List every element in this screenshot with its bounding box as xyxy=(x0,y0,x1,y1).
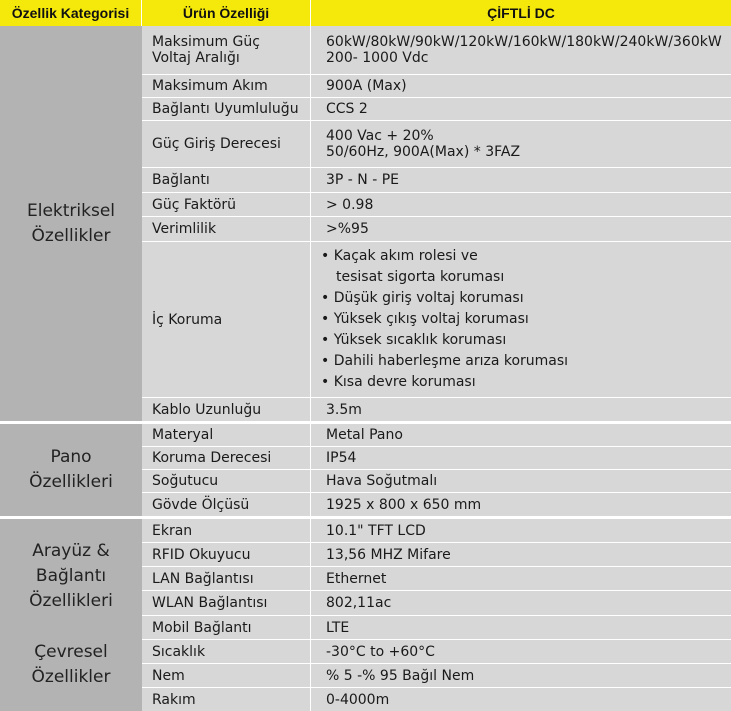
row-label-power-factor: Güç Faktörü xyxy=(142,193,311,216)
row-value-efficiency: >%95 xyxy=(326,221,369,237)
table-row xyxy=(142,591,731,615)
category-environment-line2: Özellikler xyxy=(31,667,111,687)
list-item: tesisat sigorta koruması xyxy=(336,269,505,285)
row-label-cell xyxy=(142,26,311,74)
row-value-voltage-range: 200- 1000 Vdc xyxy=(326,50,429,66)
table-row xyxy=(142,470,731,492)
row-value-connection: 3P - N - PE xyxy=(326,172,400,188)
row-value-cooling: Hava Soğutmalı xyxy=(326,473,438,489)
row-value-wlan: 802,11ac xyxy=(326,595,392,611)
row-label-screen: Ekran xyxy=(142,519,311,542)
category-panel-line2: Özellikleri xyxy=(29,472,113,492)
table-row xyxy=(142,493,731,516)
table-row xyxy=(142,98,731,120)
list-item: • Düşük giriş voltaj koruması xyxy=(321,290,524,306)
category-interface-environment xyxy=(0,519,142,711)
table-row xyxy=(142,121,731,167)
row-value-cell xyxy=(311,121,731,167)
row-label-voltage-range: Voltaj Aralığı xyxy=(152,50,240,66)
row-value-cell xyxy=(311,26,731,74)
row-value-max-current: 900A (Max) xyxy=(326,78,407,94)
table-row xyxy=(142,688,731,711)
table-row xyxy=(142,664,731,687)
category-panel-line1: Pano xyxy=(50,447,92,467)
row-label-max-power: Maksimum Güç xyxy=(152,34,260,50)
list-item: • Kısa devre koruması xyxy=(321,374,476,390)
row-label-wlan: WLAN Bağlantısı xyxy=(142,591,311,615)
row-label-altitude: Rakım xyxy=(142,688,311,711)
row-label-rfid: RFID Okuyucu xyxy=(142,543,311,566)
table-row xyxy=(142,519,731,542)
row-value-mobile: LTE xyxy=(326,619,350,636)
table-row xyxy=(142,543,731,566)
category-electric-line2: Özellikler xyxy=(31,225,111,246)
category-interface-line2: Bağlantı xyxy=(35,566,107,586)
table-row xyxy=(142,398,731,421)
row-label-connector: Bağlantı Uyumluluğu xyxy=(142,98,311,120)
row-label-mobile: Mobil Bağlantı xyxy=(142,616,311,639)
row-label-cable-length: Kablo Uzunluğu xyxy=(142,398,311,421)
table-row xyxy=(142,640,731,663)
table-row xyxy=(142,75,731,97)
category-interface-line1: Arayüz & xyxy=(32,541,110,561)
row-value-body-size: 1925 x 800 x 650 mm xyxy=(326,496,482,513)
row-value-cell xyxy=(311,242,731,397)
category-electric-line1: Elektriksel xyxy=(26,200,116,221)
row-label-input-rating: Güç Giriş Derecesi xyxy=(142,121,311,167)
table-row xyxy=(142,567,731,590)
row-value-altitude: 0-4000m xyxy=(326,691,390,708)
row-value-rfid: 13,56 MHZ Mifare xyxy=(326,546,451,563)
row-label-lan: LAN Bağlantısı xyxy=(142,567,311,590)
table-row xyxy=(142,168,731,192)
row-label-cooling: Soğutucu xyxy=(142,470,311,492)
row-value-connector: CCS 2 xyxy=(326,101,368,117)
row-label-temperature: Sıcaklık xyxy=(142,640,311,663)
header-feature: Ürün Özelliği xyxy=(142,0,311,26)
table-header xyxy=(0,0,731,26)
row-value-protection-rating: IP54 xyxy=(326,450,357,466)
row-value-screen: 10.1" TFT LCD xyxy=(326,522,426,539)
row-value-lan: Ethernet xyxy=(326,570,387,587)
row-label-protection-rating: Koruma Derecesi xyxy=(142,447,311,469)
row-value-cable-length: 3.5m xyxy=(326,401,362,418)
list-item: • Yüksek çıkış voltaj koruması xyxy=(321,311,529,327)
list-item: • Yüksek sıcaklık koruması xyxy=(321,332,507,348)
header-product: ÇİFTLİ DC xyxy=(311,0,731,26)
row-label-internal-protection: İç Koruma xyxy=(142,242,311,397)
table-row xyxy=(142,424,731,446)
table-row xyxy=(142,193,731,216)
category-environment-line1: Çevresel xyxy=(34,642,108,662)
row-label-body-size: Gövde Ölçüsü xyxy=(142,493,311,516)
row-value-input-rating: 400 Vac + 20% xyxy=(326,128,434,144)
table-row xyxy=(142,217,731,241)
category-panel xyxy=(0,424,142,516)
row-label-max-current: Maksimum Akım xyxy=(142,75,311,97)
row-label-humidity: Nem xyxy=(142,664,311,687)
category-electric xyxy=(0,26,142,421)
table-row-internal-protection xyxy=(142,242,731,397)
row-value-temperature: -30°C to +60°C xyxy=(326,643,435,660)
list-item: • Dahili haberleşme arıza koruması xyxy=(321,353,569,369)
list-item: • Kaçak akım rolesi ve xyxy=(321,248,478,264)
table-row-power-voltage xyxy=(142,26,731,74)
row-value-material: Metal Pano xyxy=(326,427,403,443)
row-value-power-factor: > 0.98 xyxy=(326,196,374,213)
row-label-efficiency: Verimlilik xyxy=(142,217,311,241)
category-interface-line3: Özellikleri xyxy=(29,591,113,611)
row-value-max-power: 60kW/80kW/90kW/120kW/160kW/180kW/240kW/360kW xyxy=(326,34,722,50)
protection-list xyxy=(311,246,568,393)
row-value-input-rating-2: 50/60Hz, 900A(Max) * 3FAZ xyxy=(326,144,521,160)
table-row xyxy=(142,616,731,639)
header-category: Özellik Kategorisi xyxy=(0,0,142,26)
table-row xyxy=(142,447,731,469)
row-value-humidity: % 5 -% 95 Bağıl Nem xyxy=(326,667,475,684)
row-label-connection: Bağlantı xyxy=(142,168,311,192)
row-label-material: Materyal xyxy=(142,424,311,446)
